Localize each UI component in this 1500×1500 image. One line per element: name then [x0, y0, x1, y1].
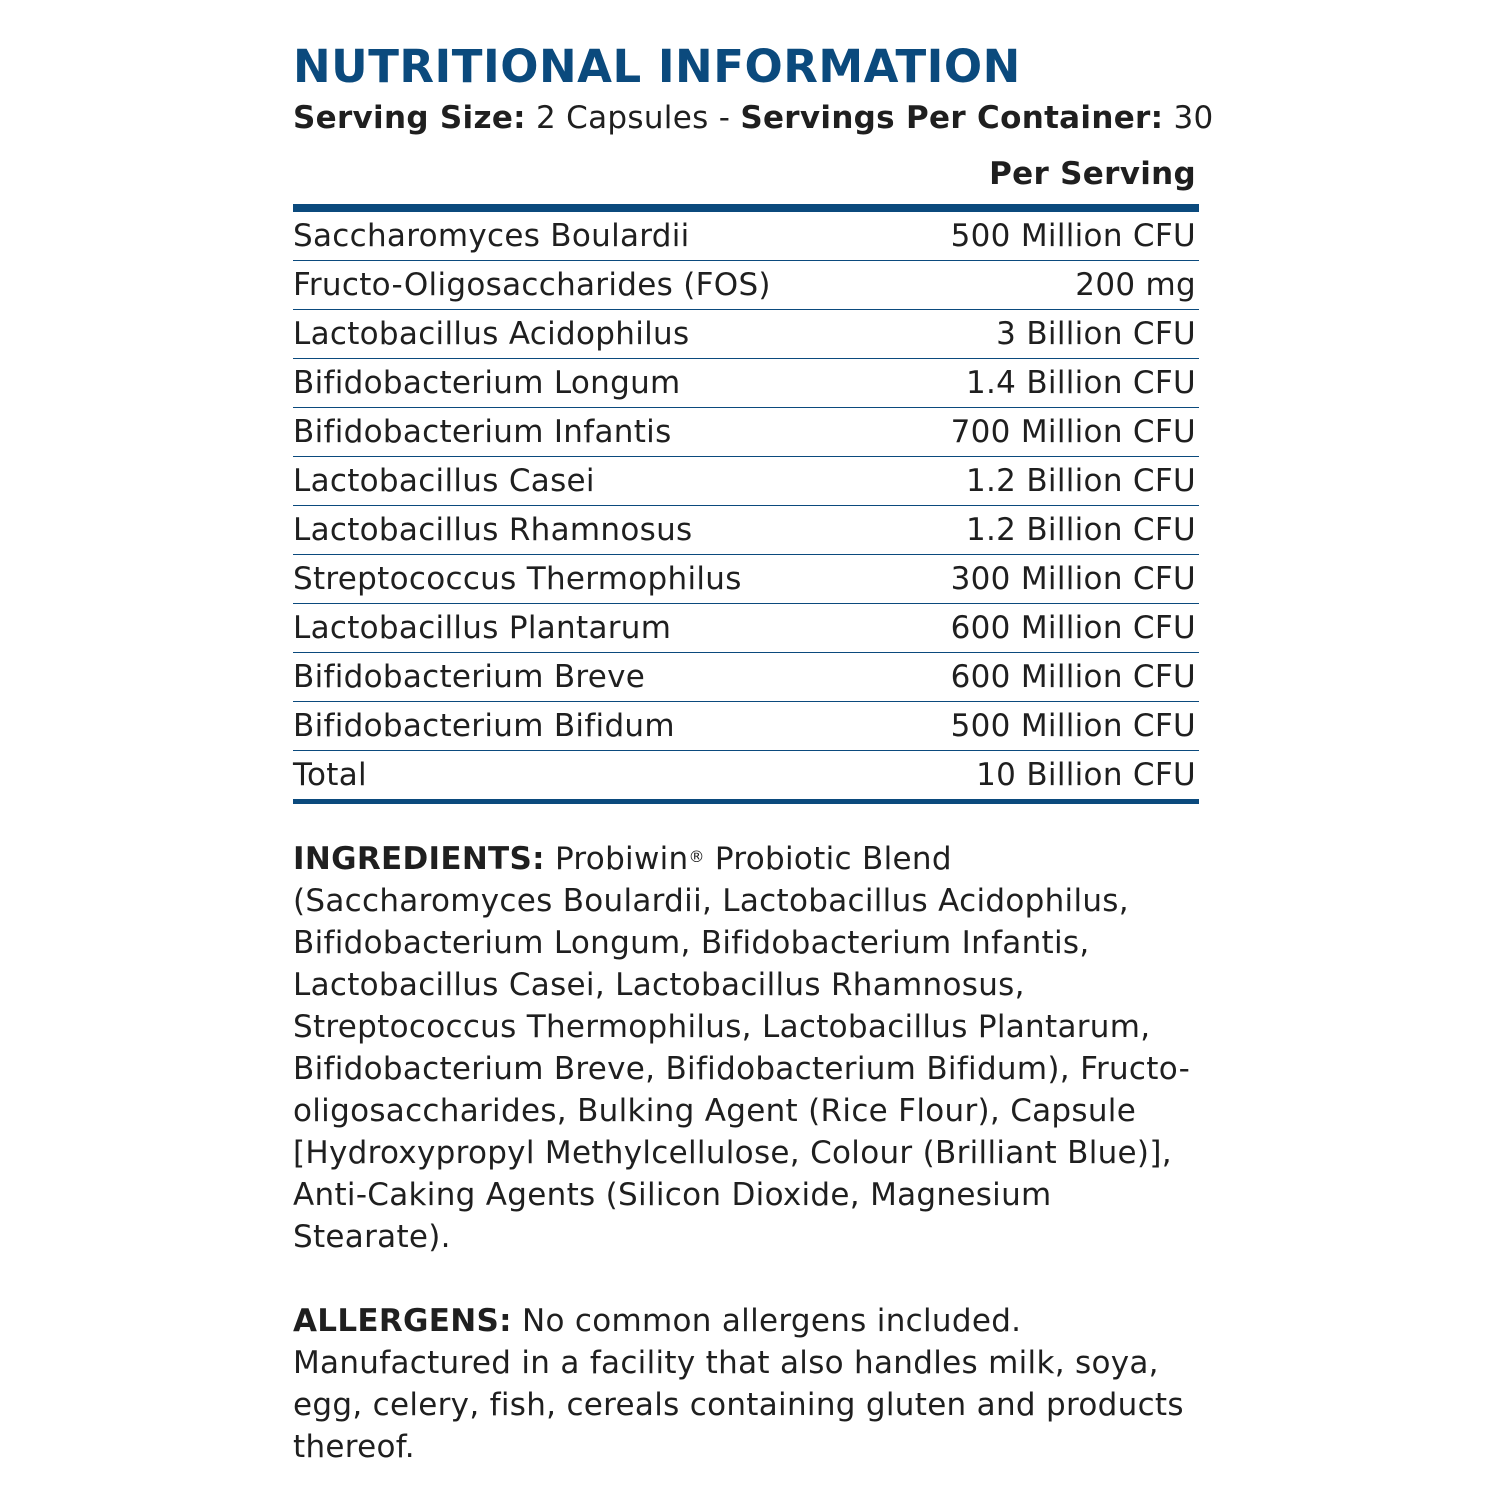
serving-size-label: Serving Size:: [293, 100, 526, 136]
table-row: [293, 359, 1199, 408]
ingredient-amount: 600 Million CFU: [950, 659, 1196, 695]
table-row: [293, 408, 1199, 457]
ingredient-amount: 600 Million CFU: [950, 610, 1196, 646]
serving-size-value: 2 Capsules: [536, 100, 709, 136]
ingredient-name: Bifidobacterium Longum: [293, 365, 681, 401]
registered-mark: ®: [688, 847, 705, 866]
allergens-text: No common allergens included. Manufactured in a facility that also handles milk, soya, egg, celery, fish, cereals containing gluten and products thereof.: [293, 1303, 1184, 1465]
table-row: [293, 506, 1199, 555]
ingredient-name: Lactobacillus Casei: [293, 463, 595, 499]
ingredients-label: INGREDIENTS:: [293, 841, 545, 877]
table-row: [293, 702, 1199, 751]
page-title: NUTRITIONAL INFORMATION: [293, 40, 1021, 93]
ingredient-amount: 700 Million CFU: [950, 414, 1196, 450]
ingredient-name: Lactobacillus Acidophilus: [293, 316, 690, 352]
table-row: [293, 751, 1199, 799]
ingredient-name: Bifidobacterium Bifidum: [293, 708, 675, 744]
ingredient-amount: 1.4 Billion CFU: [965, 365, 1196, 401]
ingredients-text: Probiotic Blend (Saccharomyces Boulardii, Lactobacillus Acidophilus, Bifidobacterium Longum, Bifidobacterium Infantis, Lactobacillus Casei, Lactobacillus Rhamnosus, Streptococcus Thermophilus, Lactobacillus Plantarum, Bifidobacterium Breve, Bifidobacterium Bifidum), Fructo-oligosaccharides, Bulking Agent (Rice Flour), Capsule [Hydroxypropyl Methylcellulose, Colour (Brilliant Blue)], Anti-Caking Agents (Silicon Dioxide, Magnesium Stearate).: [293, 841, 1191, 1255]
ingredient-amount: 1.2 Billion CFU: [965, 512, 1196, 548]
ingredient-name: Total: [293, 757, 367, 793]
ingredient-amount: 300 Million CFU: [950, 561, 1196, 597]
serving-separator: -: [718, 100, 731, 136]
ingredient-amount: 10 Billion CFU: [976, 757, 1196, 793]
servings-per-container-value: 30: [1173, 100, 1214, 136]
ingredient-amount: 1.2 Billion CFU: [965, 463, 1196, 499]
table-row: [293, 261, 1199, 310]
ingredient-name: Lactobacillus Rhamnosus: [293, 512, 693, 548]
ingredient-amount: 500 Million CFU: [950, 708, 1196, 744]
ingredients-section: [293, 838, 1199, 1258]
ingredients-brand: Probiwin: [554, 841, 689, 877]
ingredient-amount: 200 mg: [1075, 267, 1196, 303]
table-row: [293, 604, 1199, 653]
ingredient-name: Fructo-Oligosaccharides (FOS): [293, 267, 771, 303]
table-row: [293, 555, 1199, 604]
servings-per-container-label: Servings Per Container:: [740, 100, 1164, 136]
per-serving-header: Per Serving: [989, 156, 1196, 192]
nutrition-panel: [293, 40, 1214, 1468]
nutrition-table: [293, 204, 1199, 804]
ingredient-name: Bifidobacterium Infantis: [293, 414, 672, 450]
table-row: [293, 310, 1199, 359]
table-row: [293, 457, 1199, 506]
ingredient-name: Bifidobacterium Breve: [293, 659, 646, 695]
ingredient-amount: 500 Million CFU: [950, 218, 1196, 254]
allergens-section: [293, 1300, 1199, 1468]
ingredient-name: Saccharomyces Boulardii: [293, 218, 690, 254]
ingredient-name: Lactobacillus Plantarum: [293, 610, 672, 646]
serving-info: [293, 98, 1214, 138]
table-row: [293, 653, 1199, 702]
table-row: [293, 212, 1199, 261]
allergens-label: ALLERGENS:: [293, 1303, 512, 1339]
ingredient-amount: 3 Billion CFU: [996, 316, 1196, 352]
ingredient-name: Streptococcus Thermophilus: [293, 561, 742, 597]
